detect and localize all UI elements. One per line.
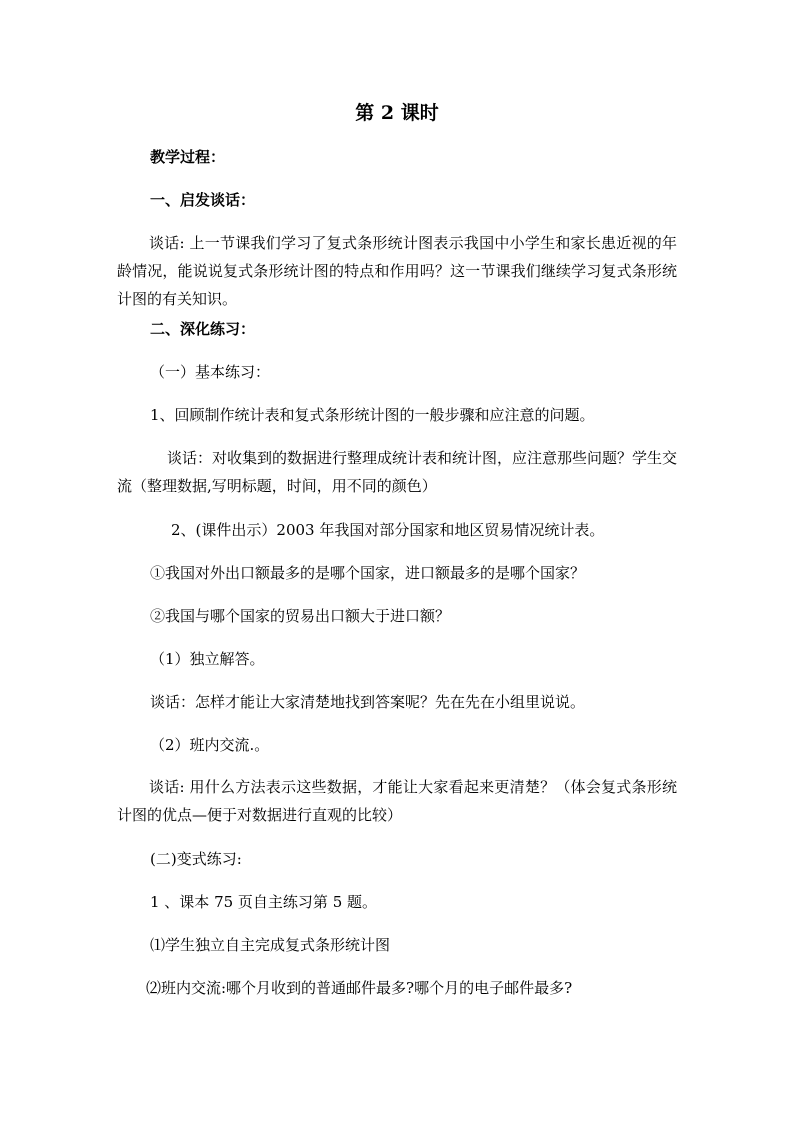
- step-2: （2）班内交流.。: [150, 736, 270, 754]
- question-1: ①我国对外出口额最多的是哪个国家，进口额最多的是哪个国家？: [150, 564, 586, 582]
- variant-step-2: ⑵班内交流:哪个月收到的普通邮件最多?哪个月的电子邮件最多?: [146, 979, 573, 997]
- page-title: 第 2 课时: [355, 102, 439, 124]
- step-2-discussion: 谈话: 用什么方法表示这些数据，才能让大家看起来更清楚？（体会复式条形统计图的优点—便于对数据进行直观的比较）: [117, 778, 677, 824]
- variant-practice-heading: (二)变式练习:: [150, 850, 242, 868]
- variant-step-1: ⑴学生独立自主完成复式条形统计图: [150, 936, 391, 954]
- step-1-discussion: 谈话：怎样才能让大家清楚地找到答案呢？先在先在小组里说说。: [150, 693, 586, 711]
- heading-teaching-process: 教学过程：: [150, 148, 226, 166]
- question-2: ②我国与哪个国家的贸易出口额大于进口额？: [150, 607, 451, 625]
- section2-heading: 二、深化练习：: [150, 320, 256, 338]
- section1-paragraph: 谈话: 上一节课我们学习了复式条形统计图表示我国中小学生和家长患近视的年龄情况，能说说复式条形统计图的特点和作用吗？这一节课我们继续学习复式条形统计图的有关知识。: [117, 234, 677, 308]
- item-1: 1、回顾制作统计表和复式条形统计图的一般步骤和应注意的问题。: [150, 406, 595, 424]
- item-1-discussion: 谈话：对收集到的数据进行整理成统计表和统计图，应注意那些问题？学生交流（整理数据,写明标题，时间，用不同的颜色）: [117, 449, 678, 495]
- step-1: （1）独立解答。: [150, 650, 265, 668]
- basic-practice-heading: （一）基本练习：: [150, 363, 271, 381]
- section1-heading: 一、启发谈话：: [150, 191, 256, 209]
- variant-item-1: 1 、课本 75 页自主练习第 5 题。: [150, 893, 378, 911]
- item-2: 2、(课件出示）2003 年我国对部分国家和地区贸易情况统计表。: [171, 521, 605, 539]
